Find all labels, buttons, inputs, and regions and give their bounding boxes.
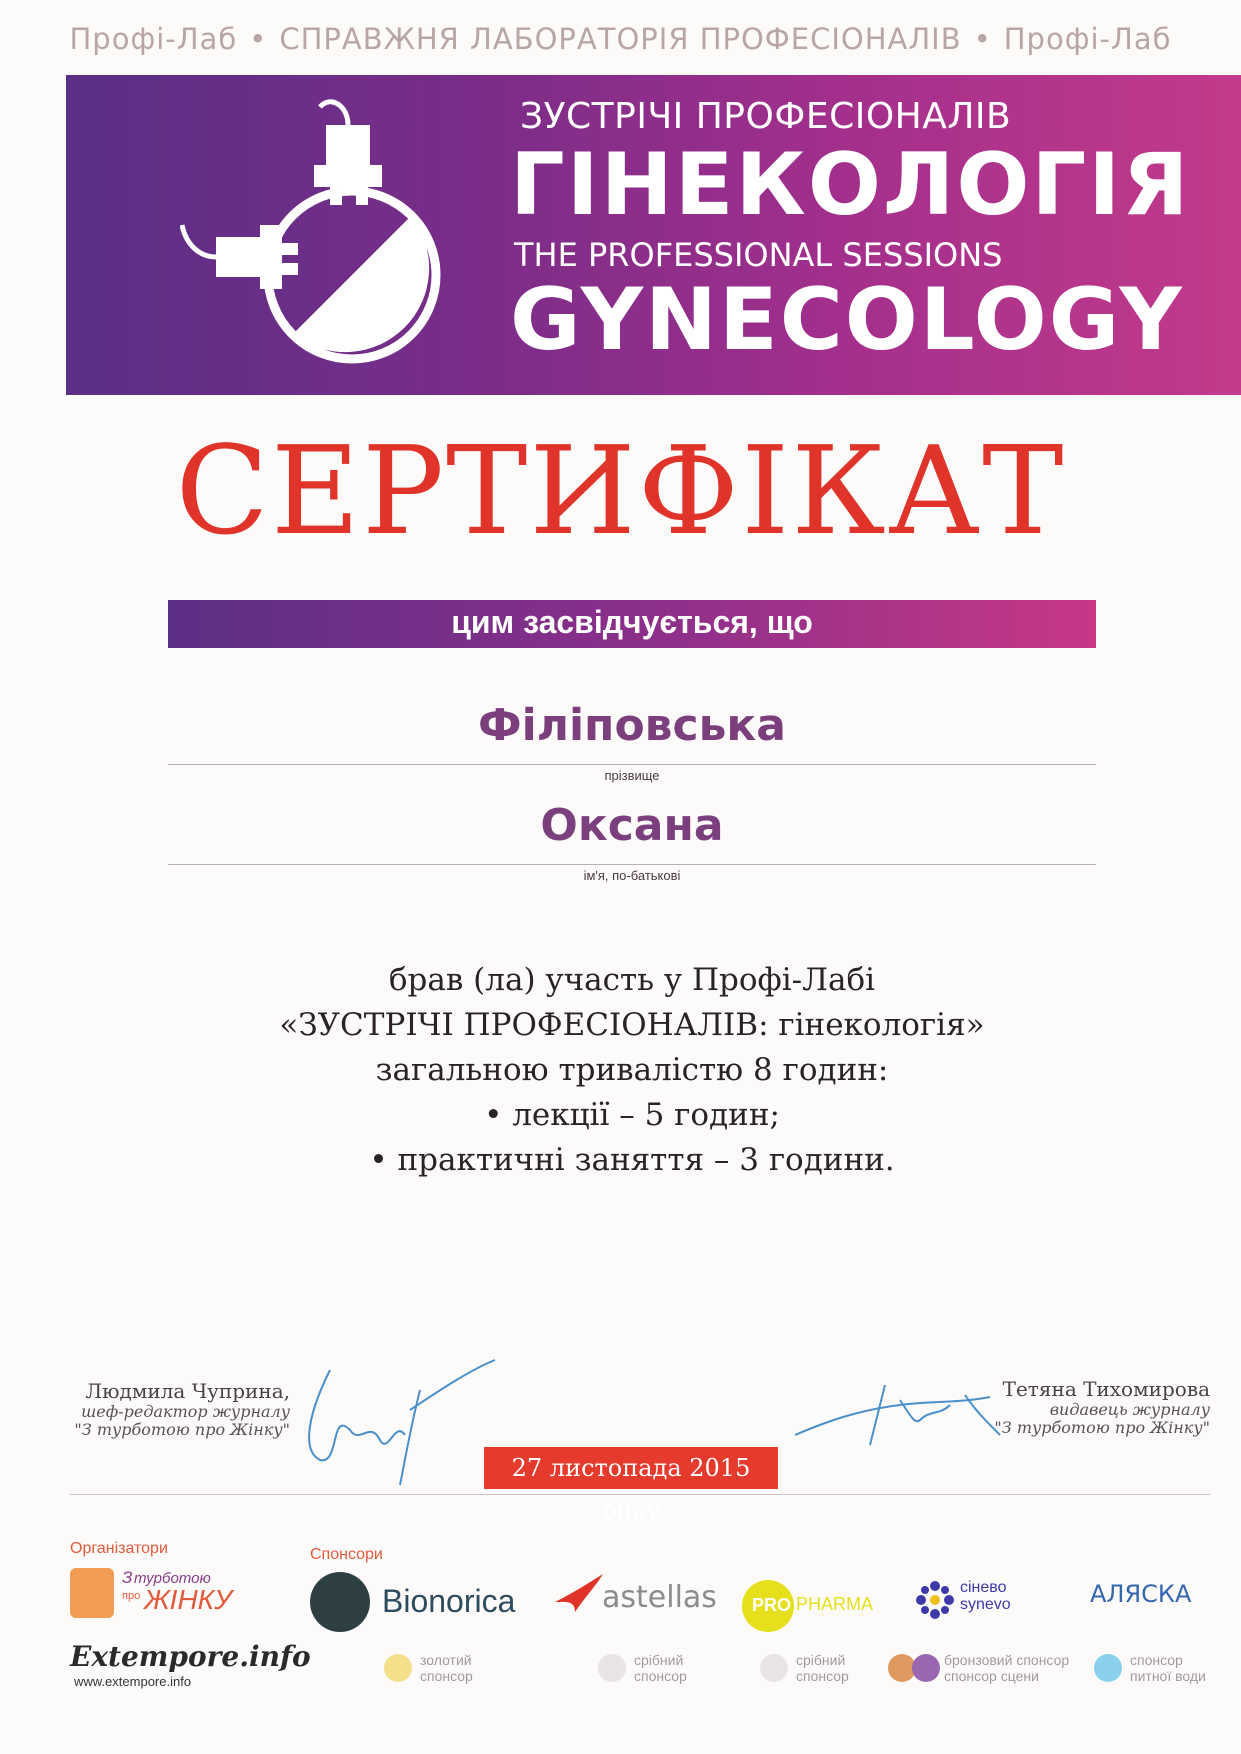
propharma-logo-b: PHARMA (796, 1594, 874, 1614)
surname-label: прізвище (604, 768, 660, 783)
tier-bronze-b: спонсор сцени (944, 1668, 1039, 1685)
tier-gold-a: золотий (420, 1652, 472, 1668)
signatory-right-role: видавець журналу (1049, 1400, 1210, 1419)
synevo-logo (960, 1580, 1011, 1614)
synevo-logo-icon (915, 1580, 955, 1620)
name-label: ім'я, по-батькові (583, 868, 681, 883)
banner-line-4: GYNECOLOGY (510, 270, 1184, 370)
signatory-left-name: Людмила Чуприна, (85, 1379, 290, 1403)
tagline-dot: • (973, 22, 992, 56)
name-line (168, 864, 1096, 865)
zhinka-small-1: З (122, 1568, 133, 1587)
signatory-left (70, 1380, 290, 1440)
water-sponsor-icon (1094, 1654, 1122, 1682)
synevo-text-2: synevo (960, 1595, 1011, 1613)
bionorica-logo-icon (310, 1572, 370, 1632)
tagline-right: Профі-Лаб (1003, 22, 1172, 56)
signatory-right-name: Тетяна Тихомирова (1002, 1377, 1210, 1401)
zhinka-small-3: про (122, 1590, 141, 1602)
organizer-logo-zhinka (70, 1568, 260, 1624)
synevo-text-1: сінево (960, 1579, 1007, 1596)
sponsor-tier-bronze (944, 1652, 1069, 1684)
astellas-logo: astellas (602, 1580, 717, 1615)
propharma-logo-a: PRO (752, 1595, 792, 1615)
extempore-logo: Extempore.info (70, 1640, 311, 1673)
tier-water-a: спонсор (1130, 1652, 1183, 1668)
surname-value: Філіповська (478, 700, 786, 751)
zhinka-big: ЖІНКУ (144, 1584, 233, 1615)
alaska-logo: АЛЯСКА (1090, 1580, 1192, 1608)
tagline-left: Профі-Лаб (69, 22, 238, 56)
sponsors-label: Спонсори (310, 1546, 383, 1563)
tier-silver1-b: спонсор (634, 1668, 687, 1685)
certificate-date: 27 листопада 2015 року (484, 1447, 778, 1489)
tagline-dot: • (249, 22, 268, 56)
tier-silver1-a: срібний (634, 1652, 684, 1668)
signatory-left-role-2: "З турботою про Жінку" (74, 1420, 290, 1440)
body-bullet-2: • практичні заняття – 3 години. (369, 1142, 895, 1178)
name-value: Оксана (540, 800, 724, 851)
signatory-right-role-2: "З турботою про Жінку" (994, 1418, 1210, 1438)
stage-sponsor-icon (912, 1654, 940, 1682)
silver-sponsor-icon (760, 1654, 788, 1682)
surname-line (168, 764, 1096, 765)
body-line-3: загальною тривалістю 8 годин: (375, 1052, 889, 1088)
sponsor-tier-silver-2 (796, 1652, 849, 1684)
signatory-right (910, 1378, 1210, 1438)
bionorica-logo: Bionorica (382, 1583, 516, 1619)
tier-silver2-a: срібний (796, 1652, 846, 1668)
tagline-middle: СПРАВЖНЯ ЛАБОРАТОРІЯ ПРОФЕСІОНАЛІВ (279, 22, 962, 56)
body-bullet-1: • лекції – 5 годин; (484, 1097, 780, 1133)
certificate-subtitle: цим засвідчується, що (451, 604, 813, 640)
signature-left-icon (270, 1350, 500, 1490)
footer-divider (70, 1494, 1210, 1495)
sponsor-tier-silver-1 (634, 1652, 687, 1684)
organizers-label: Організатори (70, 1540, 168, 1557)
banner-line-2: ГІНЕКОЛОГІЯ (510, 135, 1191, 235)
tier-bronze-a: бронзовий спонсор (944, 1652, 1070, 1668)
tier-water-b: питної води (1130, 1668, 1206, 1685)
certificate-title: СЕРТИФІКАТ (175, 420, 1066, 562)
certificate-body (168, 958, 1096, 1183)
extempore-url: www.extempore.info (74, 1674, 192, 1689)
sponsor-tier-water (1130, 1652, 1206, 1684)
top-tagline (0, 22, 1241, 56)
banner-line-3: THE PROFESSIONAL SESSIONS (514, 236, 1003, 274)
silver-sponsor-icon (598, 1654, 626, 1682)
body-line-1: брав (ла) участь у Профі-Лабі (388, 962, 876, 998)
tier-gold-b: спонсор (420, 1668, 473, 1685)
gold-sponsor-icon (384, 1654, 412, 1682)
body-line-2: «ЗУСТРІЧІ ПРОФЕСІОНАЛІВ: гінекологія» (279, 1007, 985, 1043)
zhinka-small-2: турботою (134, 1570, 211, 1587)
tier-silver2-b: спонсор (796, 1668, 849, 1685)
sponsor-tier-gold (420, 1652, 473, 1684)
astellas-logo-icon (555, 1572, 605, 1612)
event-logo-icon (180, 85, 470, 385)
signatory-left-role: шеф-редактор журналу (81, 1402, 290, 1421)
banner-line-1: ЗУСТРІЧІ ПРОФЕСІОНАЛІВ (520, 96, 1012, 137)
zhinka-logo-icon (70, 1568, 114, 1618)
